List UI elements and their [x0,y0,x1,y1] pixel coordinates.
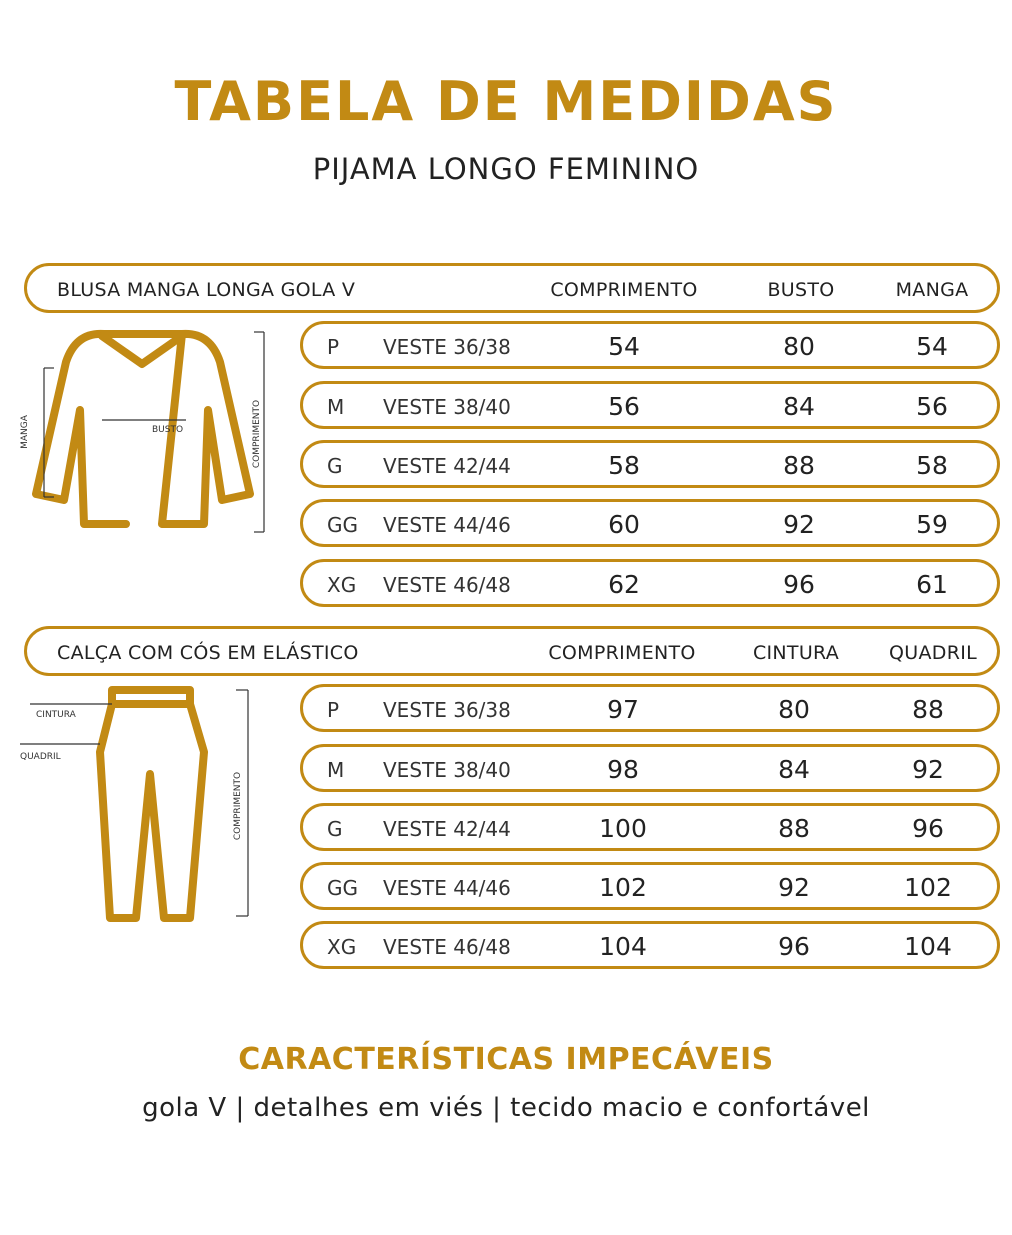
pants-row [300,803,1000,851]
veste-label: VESTE 36/38 [383,335,511,359]
size-label: G [327,454,343,478]
manga-label: MANGA [20,415,30,449]
comprimento-label: COMPRIMENTO [252,399,262,469]
busto-value: 84 [783,392,815,421]
shirt-row [300,559,1000,607]
comprimento-value: 60 [608,510,640,539]
shirt-section-title: BLUSA MANGA LONGA GOLA V [57,279,356,301]
page-title: TABELA DE MEDIDAS [174,70,838,133]
size-label: G [327,817,343,841]
veste-label: VESTE 38/40 [383,395,511,419]
comprimento-value: 54 [608,332,640,361]
size-label: P [327,335,340,359]
shirt-col-busto: BUSTO [767,279,835,301]
quadril-value: 88 [912,695,944,724]
pants-col-quadril: QUADRIL [889,642,977,664]
size-label: GG [327,876,358,900]
shirt-row [300,381,1000,429]
pants-row [300,862,1000,910]
cintura-value: 96 [778,932,810,961]
cintura-value: 84 [778,755,810,784]
quadril-value: 104 [904,932,952,961]
quadril-value: 92 [912,755,944,784]
manga-value: 61 [916,570,948,599]
size-label: GG [327,513,358,537]
shirt-col-manga: MANGA [895,279,969,301]
size-label: P [327,698,340,722]
quadril-label: QUADRIL [20,752,61,762]
comprimento-label: COMPRIMENTO [233,771,243,841]
shirt-table-header [24,263,1000,313]
shirt-row [300,321,1000,369]
page-subtitle: PIJAMA LONGO FEMININO [312,152,700,186]
veste-label: VESTE 42/44 [383,454,511,478]
comprimento-value: 104 [599,932,647,961]
manga-value: 58 [916,451,948,480]
manga-value: 59 [916,510,948,539]
pants-icon [14,682,284,932]
veste-label: VESTE 38/40 [383,758,511,782]
cintura-value: 92 [778,873,810,902]
veste-label: VESTE 46/48 [383,573,511,597]
features-list: gola V | detalhes em viés | tecido macio e confortável [142,1093,870,1123]
shirt-row [300,440,1000,488]
comprimento-value: 100 [599,814,647,843]
pants-col-cintura: CINTURA [752,642,840,664]
shirt-row [300,499,1000,547]
pants-table-header [24,626,1000,676]
size-label: XG [327,573,357,597]
veste-label: VESTE 44/46 [383,876,511,900]
busto-value: 88 [783,451,815,480]
busto-label: BUSTO [152,425,184,435]
busto-value: 92 [783,510,815,539]
shirt-col-comprimento: COMPRIMENTO [550,279,698,301]
quadril-value: 96 [912,814,944,843]
comprimento-value: 58 [608,451,640,480]
pants-section-title: CALÇA COM CÓS EM ELÁSTICO [57,642,359,664]
cintura-value: 88 [778,814,810,843]
cintura-label: CINTURA [36,710,76,720]
busto-value: 96 [783,570,815,599]
pants-col-comprimento: COMPRIMENTO [548,642,696,664]
comprimento-value: 97 [607,695,639,724]
comprimento-value: 62 [608,570,640,599]
comprimento-value: 56 [608,392,640,421]
pants-row [300,744,1000,792]
comprimento-value: 102 [599,873,647,902]
veste-label: VESTE 44/46 [383,513,511,537]
manga-value: 56 [916,392,948,421]
manga-value: 54 [916,332,948,361]
pants-row [300,684,1000,732]
size-label: M [327,395,345,419]
size-label: XG [327,935,357,959]
busto-value: 80 [783,332,815,361]
features-title: CARACTERÍSTICAS IMPECÁVEIS [238,1042,774,1077]
quadril-value: 102 [904,873,952,902]
comprimento-value: 98 [607,755,639,784]
veste-label: VESTE 36/38 [383,698,511,722]
veste-label: VESTE 42/44 [383,817,511,841]
cintura-value: 80 [778,695,810,724]
size-label: M [327,758,345,782]
pants-row [300,921,1000,969]
veste-label: VESTE 46/48 [383,935,511,959]
long-sleeve-shirt-icon [14,322,284,542]
